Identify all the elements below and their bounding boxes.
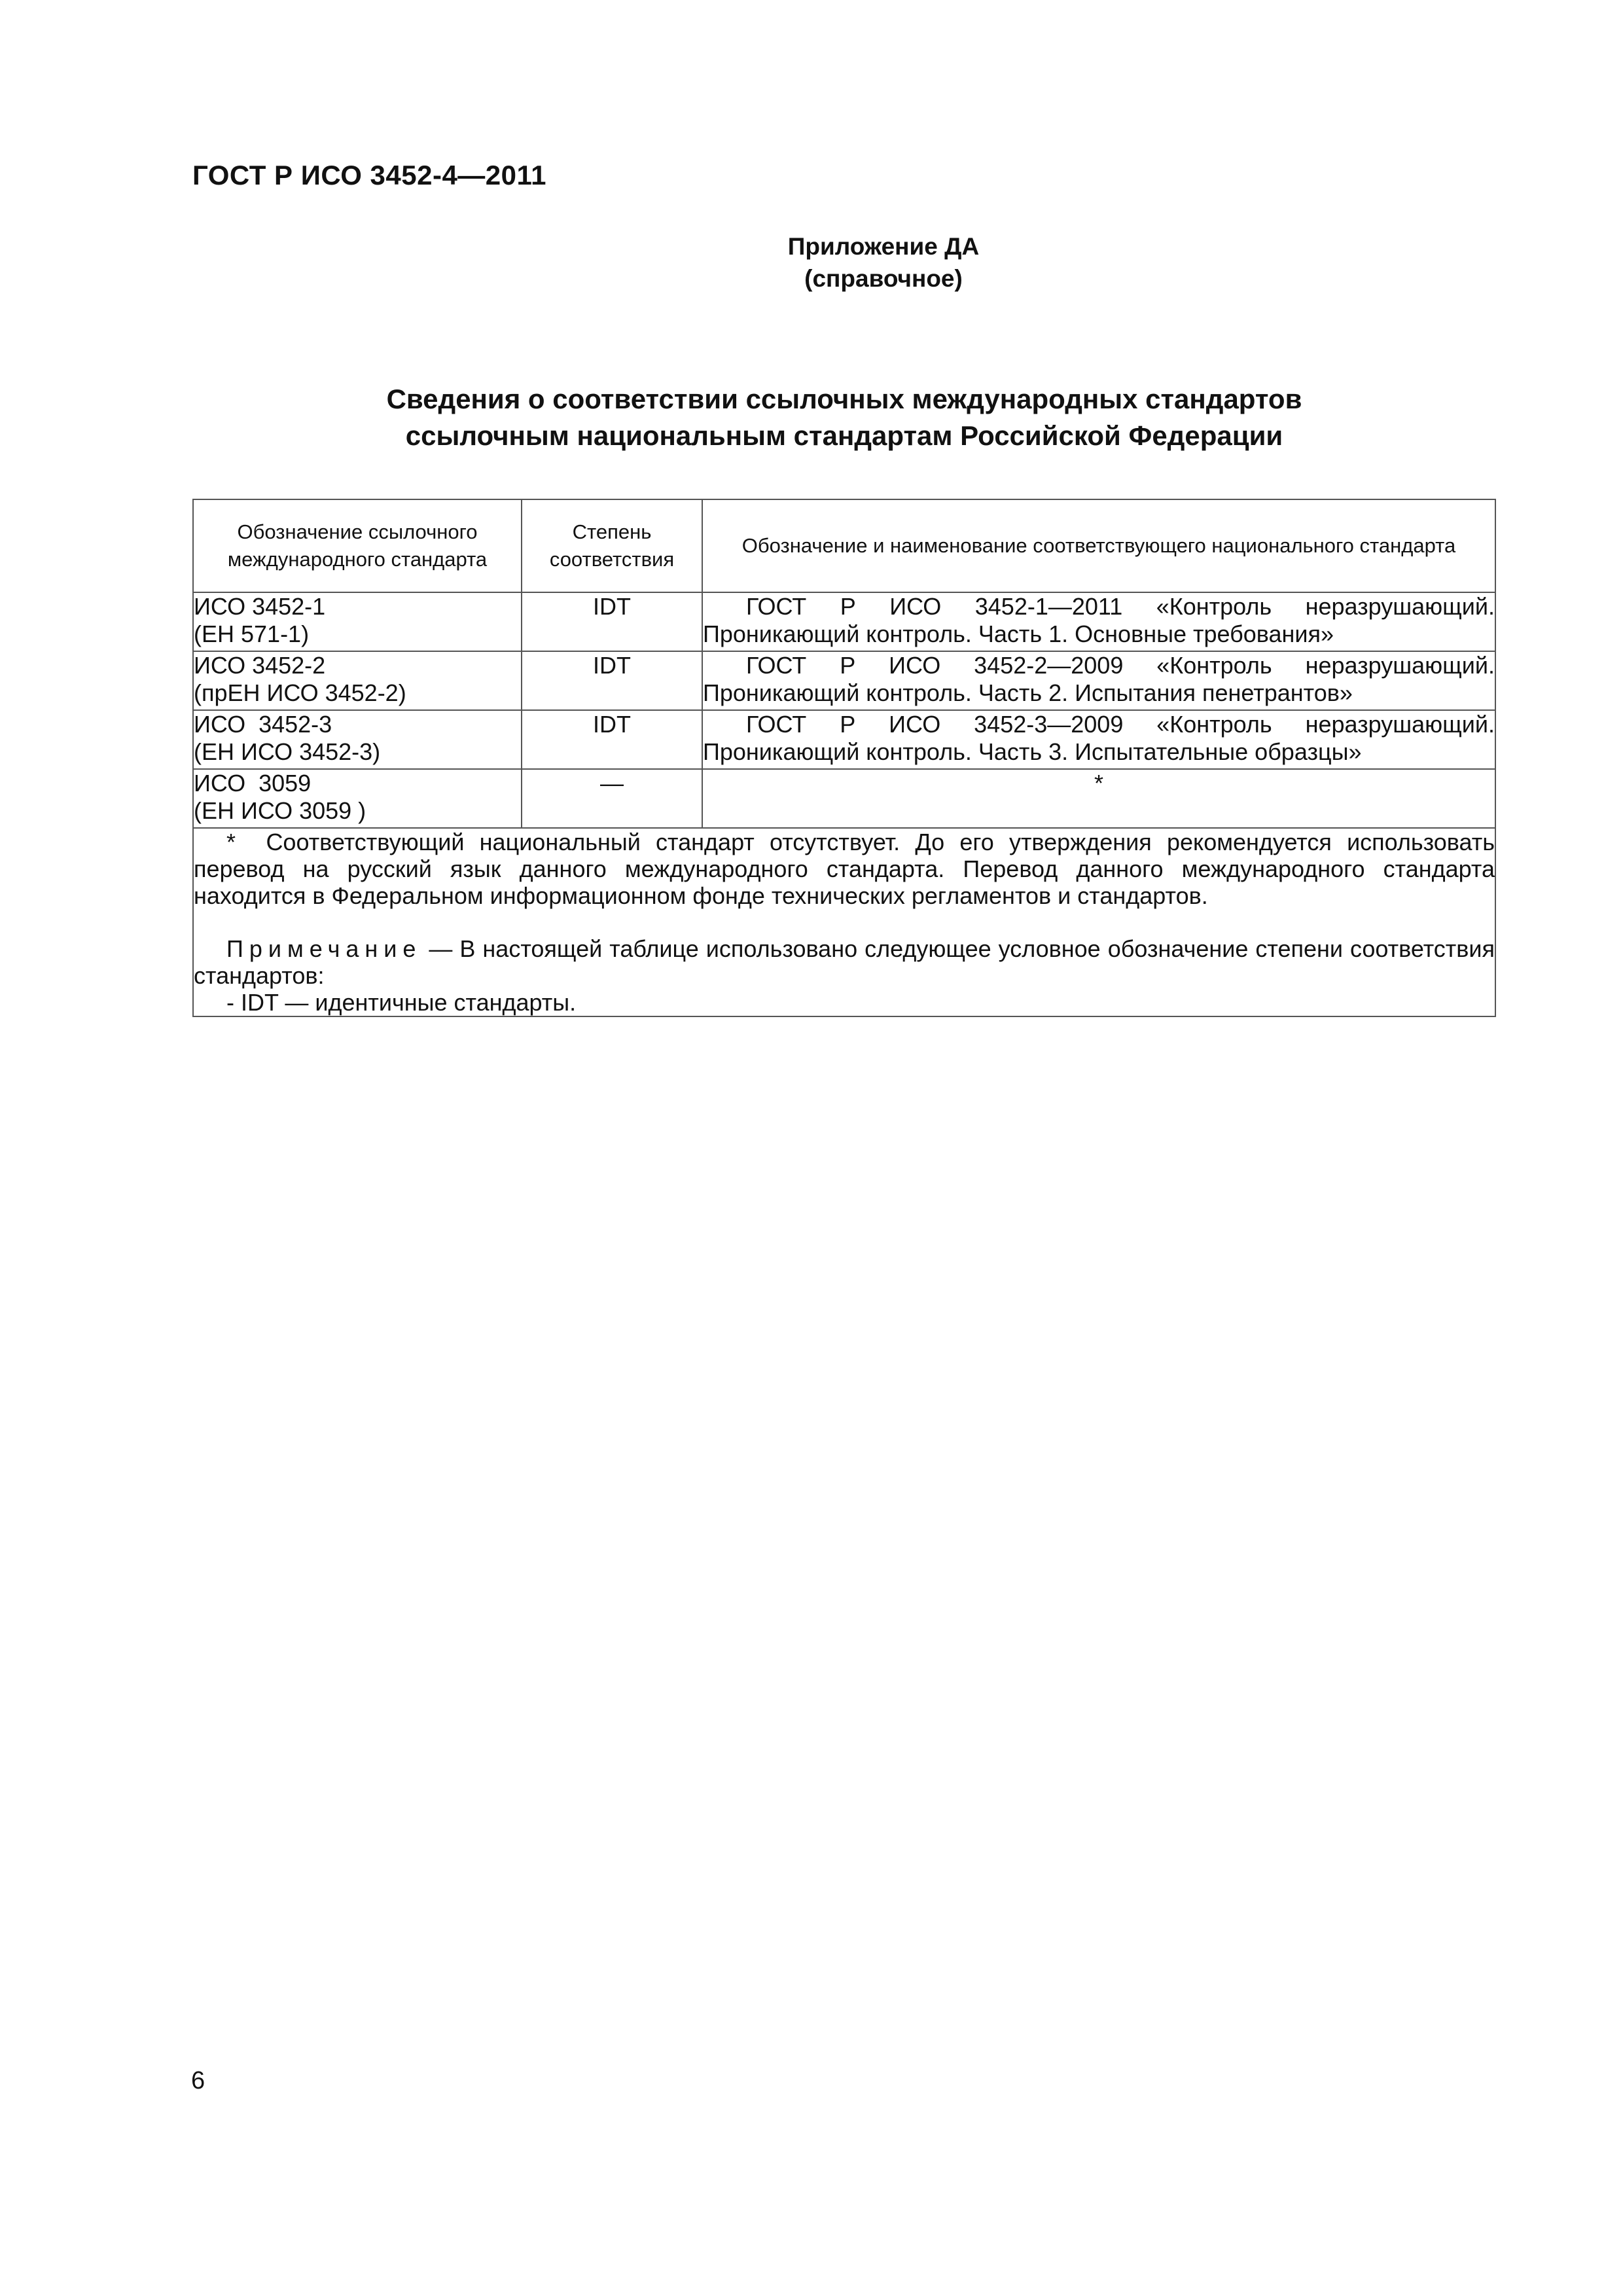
reference-designation: ИСО 3059 [194,770,312,797]
correspondence-table [192,499,1496,1017]
national-standard-cell [702,592,1495,651]
footnote-text: Соответствующий национальный стандарт отсутствует. До его утверждения рекомендуется использовать перевод на русский язык данного международного стандарта. Перевод данного международного стандарта находится в Федеральном информационном фонде технических регламентов и стандартов. [194,829,1495,909]
table-row [193,592,1495,651]
notes-row [193,828,1495,1016]
reference-cell [193,651,522,710]
reference-designation: ИСО 3452-2 [194,652,326,679]
national-standard-cell: * [702,769,1495,828]
footnote-marker: * [226,829,236,855]
reference-cell [193,592,522,651]
reference-cell [193,710,522,769]
reference-equivalent: (прЕН ИСО 3452-2) [194,679,406,706]
note-item [194,989,1495,1016]
page-title [192,381,1496,454]
annex-type: (справочное) [804,265,963,292]
national-standard-cell [702,651,1495,710]
degree-cell: IDT [522,710,702,769]
page-number: 6 [191,2067,205,2094]
reference-cell [193,769,522,828]
national-standard-text: ГОСТ Р ИСО 3452-2—2009 «Контроль неразрушающий. Проникающий контроль. Часть 2. Испытания пенетрантов» [703,652,1495,706]
note [194,935,1495,989]
footnote [194,829,1495,909]
note-text: — В настоящей таблице использовано следующее условное обозначение степени соответствия стандартов: [194,935,1495,989]
national-standard-text: ГОСТ Р ИСО 3452-3—2009 «Контроль неразрушающий. Проникающий контроль. Часть 3. Испытательные образцы» [703,711,1495,765]
degree-cell: — [522,769,702,828]
reference-equivalent: (ЕН ИСО 3452-3) [194,738,381,765]
table-row [193,710,1495,769]
reference-equivalent: (ЕН 571-1) [194,620,310,647]
notes-cell [193,828,1495,1016]
note-label: Примечание [226,935,422,962]
reference-equivalent: (ЕН ИСО 3059 ) [194,797,366,824]
annex-label: Приложение ДА [787,233,980,260]
annex-heading [746,230,1021,295]
header-degree: Степень соответствия [522,499,702,592]
header-national: Обозначение и наименование соответствующего национального стандарта [702,499,1495,592]
header-reference: Обозначение ссылочного международного стандарта [193,499,522,592]
national-standard-text: ГОСТ Р ИСО 3452-1—2011 «Контроль неразрушающий. Проникающий контроль. Часть 1. Основные требования» [703,593,1495,647]
table-row [193,769,1495,828]
degree-cell: IDT [522,592,702,651]
degree-cell: IDT [522,651,702,710]
reference-designation: ИСО 3452-3 [194,711,332,738]
national-standard-cell [702,710,1495,769]
reference-designation: ИСО 3452-1 [194,593,326,620]
title-line-2: ссылочным национальным стандартам Российской Федерации [405,420,1283,451]
table-header-row [193,499,1495,592]
table-row [193,651,1495,710]
note-item-text: - IDT — идентичные стандарты. [226,989,577,1016]
document-code: ГОСТ Р ИСО 3452-4—2011 [192,160,546,190]
title-line-1: Сведения о соответствии ссылочных международных стандартов [386,384,1302,414]
